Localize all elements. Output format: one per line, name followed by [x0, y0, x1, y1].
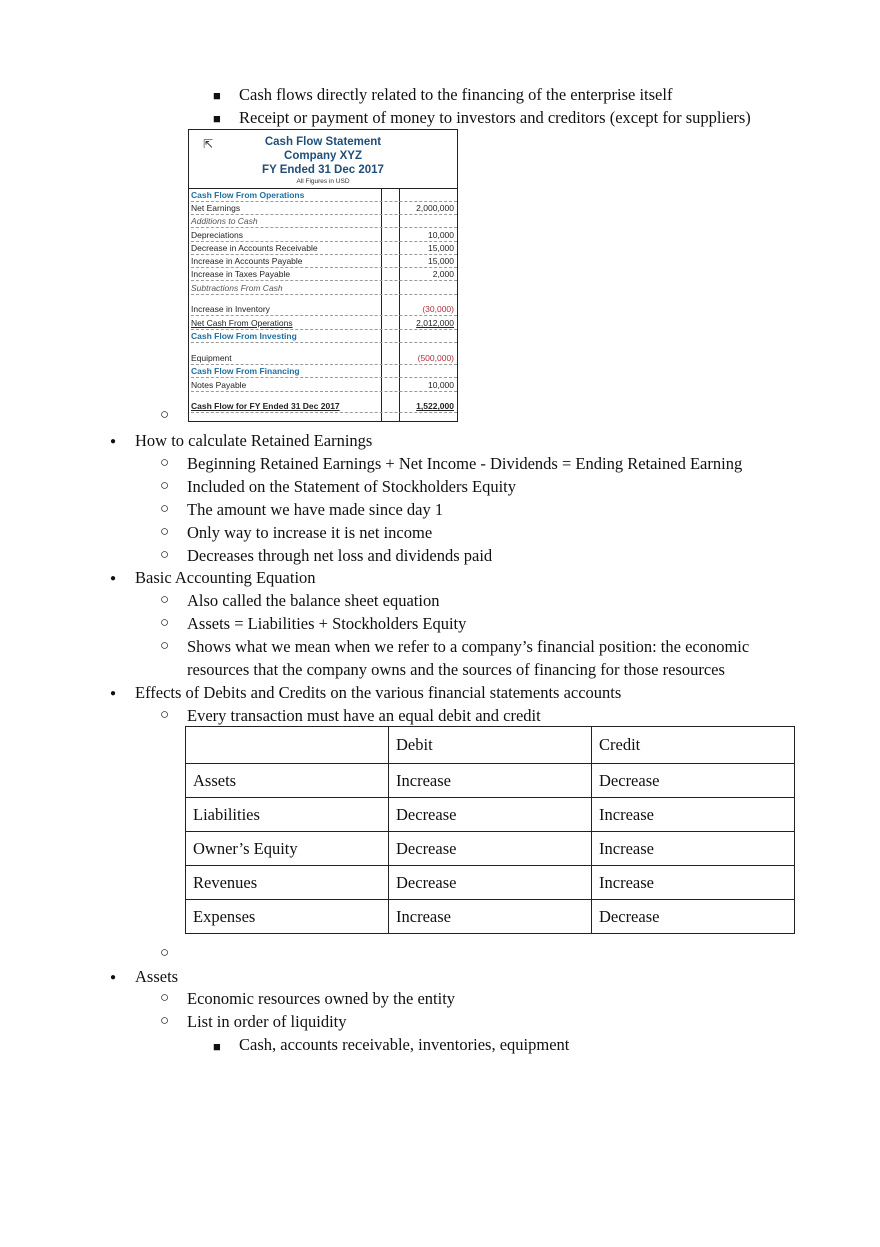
hollow-bullet: ○ — [160, 592, 170, 608]
cfs-row — [191, 189, 457, 202]
cfs-row — [191, 330, 457, 343]
cfs-row — [191, 303, 457, 316]
square-bullet: ■ — [213, 1039, 221, 1054]
cfs-note: All Figures in USD — [296, 178, 350, 185]
equation-meaning-line2: resources that the company owns and the sources of financing for those resources — [187, 660, 725, 679]
hollow-bullet: ○ — [160, 524, 170, 540]
cfs-row-value: (30,000) — [422, 304, 454, 314]
assets-list: Cash, accounts receivable, inventories, equipment — [239, 1035, 570, 1054]
table-cell: Increase — [592, 798, 795, 832]
hollow-bullet: ○ — [160, 455, 170, 471]
cfs-row-label: Additions to Cash — [191, 216, 258, 226]
cfs-row-value: 2,012,000 — [416, 318, 454, 328]
table-cell: Liabilities — [186, 798, 389, 832]
cfs-row-value: 15,000 — [428, 243, 454, 253]
table-cell: Assets — [186, 764, 389, 798]
cfs-row-label: Equipment — [191, 353, 232, 363]
effects-rule: Every transaction must have an equal debit and credit — [187, 706, 541, 725]
cfs-row-label: Subtractions From Cash — [191, 283, 283, 293]
cfs-row — [191, 282, 457, 295]
equation-alias: Also called the balance sheet equation — [187, 591, 440, 610]
retained-amount: The amount we have made since day 1 — [187, 500, 444, 519]
cfs-row-label: Net Earnings — [191, 203, 241, 213]
cfs-row-label: Increase in Accounts Payable — [191, 256, 303, 266]
cfs-row-value: 1,522,000 — [416, 401, 454, 411]
cfs-row-value: 10,000 — [428, 230, 454, 240]
cfs-row — [191, 365, 457, 378]
filled-bullet: ● — [110, 972, 117, 983]
hollow-bullet: ○ — [160, 1013, 170, 1029]
cfs-row-label: Depreciations — [191, 230, 243, 240]
cfs-row-label: Notes Payable — [191, 380, 247, 390]
assets-order: List in order of liquidity — [187, 1012, 347, 1031]
cfs-row-label: Decrease in Accounts Receivable — [191, 243, 318, 253]
retained-formula: Beginning Retained Earnings + Net Income - Dividends = Ending Retained Earning — [187, 454, 743, 473]
table-cell: Decrease — [389, 798, 592, 832]
cfs-row — [191, 268, 457, 281]
table-cell: Decrease — [592, 764, 795, 798]
cfs-row — [191, 255, 457, 268]
table-cell: Revenues — [186, 866, 389, 900]
financing-flows-text: Cash flows directly related to the financing of the enterprise itself — [239, 85, 673, 104]
cfs-row-value: 15,000 — [428, 256, 454, 266]
cfs-row — [191, 215, 457, 228]
table-cell: Decrease — [389, 832, 592, 866]
table-row — [186, 832, 795, 866]
retained-statement: Included on the Statement of Stockholders Equity — [187, 477, 517, 496]
hollow-bullet: ○ — [160, 707, 170, 723]
hollow-bullet: ○ — [160, 547, 170, 563]
cfs-row-value: (500,000) — [417, 353, 454, 363]
equation-heading: Basic Accounting Equation — [135, 568, 316, 587]
cfs-row — [191, 202, 457, 215]
receipt-payment-text: Receipt or payment of money to investors and creditors (except for suppliers) — [239, 108, 751, 127]
table-header-cell — [186, 727, 389, 764]
cfs-row — [191, 229, 457, 242]
table-row — [186, 900, 795, 934]
table-header-cell: Debit — [389, 727, 592, 764]
cfs-row-value: 2,000 — [432, 269, 454, 279]
assets-heading: Assets — [135, 967, 179, 986]
cfs-title: Cash Flow Statement — [264, 136, 382, 148]
table-row — [186, 764, 795, 798]
hollow-bullet: ○ — [160, 407, 170, 423]
debit-credit-table — [185, 726, 795, 934]
filled-bullet: ● — [110, 436, 117, 447]
equation-meaning-line1: Shows what we mean when we refer to a company’s financial position: the economic — [187, 637, 750, 656]
table-cell: Increase — [389, 764, 592, 798]
filled-bullet: ● — [110, 688, 117, 699]
square-bullet: ■ — [213, 111, 221, 126]
retained-decrease: Decreases through net loss and dividends paid — [187, 546, 493, 565]
filled-bullet: ● — [110, 573, 117, 584]
cfs-row — [191, 242, 457, 255]
table-cell: Increase — [592, 832, 795, 866]
table-header-cell: Credit — [592, 727, 795, 764]
table-cell: Decrease — [389, 866, 592, 900]
cfs-row-value: 2,000,000 — [416, 203, 454, 213]
cfs-header — [189, 130, 457, 189]
table-row — [186, 798, 795, 832]
hollow-bullet: ○ — [160, 478, 170, 494]
cfs-row — [191, 352, 457, 365]
cfs-company: Company XYZ — [284, 150, 362, 162]
cfs-row-label: Cash Flow for FY Ended 31 Dec 2017 — [191, 401, 340, 411]
mouse-cursor-icon: ⇱ — [203, 137, 214, 151]
table-cell: Owner’s Equity — [186, 832, 389, 866]
retained-heading: How to calculate Retained Earnings — [135, 431, 373, 450]
table-row — [186, 866, 795, 900]
hollow-bullet: ○ — [160, 615, 170, 631]
cfs-row-label: Cash Flow From Financing — [191, 366, 300, 376]
cfs-row-label: Net Cash From Operations — [191, 318, 293, 328]
table-cell: Increase — [592, 866, 795, 900]
cfs-row — [191, 400, 457, 413]
table-header-row — [186, 727, 795, 764]
hollow-bullet: ○ — [160, 501, 170, 517]
cfs-period: FY Ended 31 Dec 2017 — [262, 164, 384, 176]
cash-flow-statement-image — [188, 129, 458, 422]
hollow-bullet: ○ — [160, 945, 170, 961]
cfs-row-label: Cash Flow From Operations — [191, 190, 305, 200]
hollow-bullet: ○ — [160, 990, 170, 1006]
cfs-row-label: Increase in Taxes Payable — [191, 269, 291, 279]
cfs-row — [191, 379, 457, 392]
retained-increase: Only way to increase it is net income — [187, 523, 433, 542]
effects-heading: Effects of Debits and Credits on the various financial statements accounts — [135, 683, 622, 702]
table-cell: Increase — [389, 900, 592, 934]
equation-formula: Assets = Liabilities + Stockholders Equity — [187, 614, 467, 633]
cfs-row — [191, 317, 457, 330]
table-cell: Decrease — [592, 900, 795, 934]
assets-definition: Economic resources owned by the entity — [187, 989, 456, 1008]
cfs-row-value: 10,000 — [428, 380, 454, 390]
square-bullet: ■ — [213, 88, 221, 103]
table-cell: Expenses — [186, 900, 389, 934]
cfs-row-label: Cash Flow From Investing — [191, 331, 297, 341]
hollow-bullet: ○ — [160, 638, 170, 654]
cfs-row-label: Increase in Inventory — [191, 304, 270, 314]
